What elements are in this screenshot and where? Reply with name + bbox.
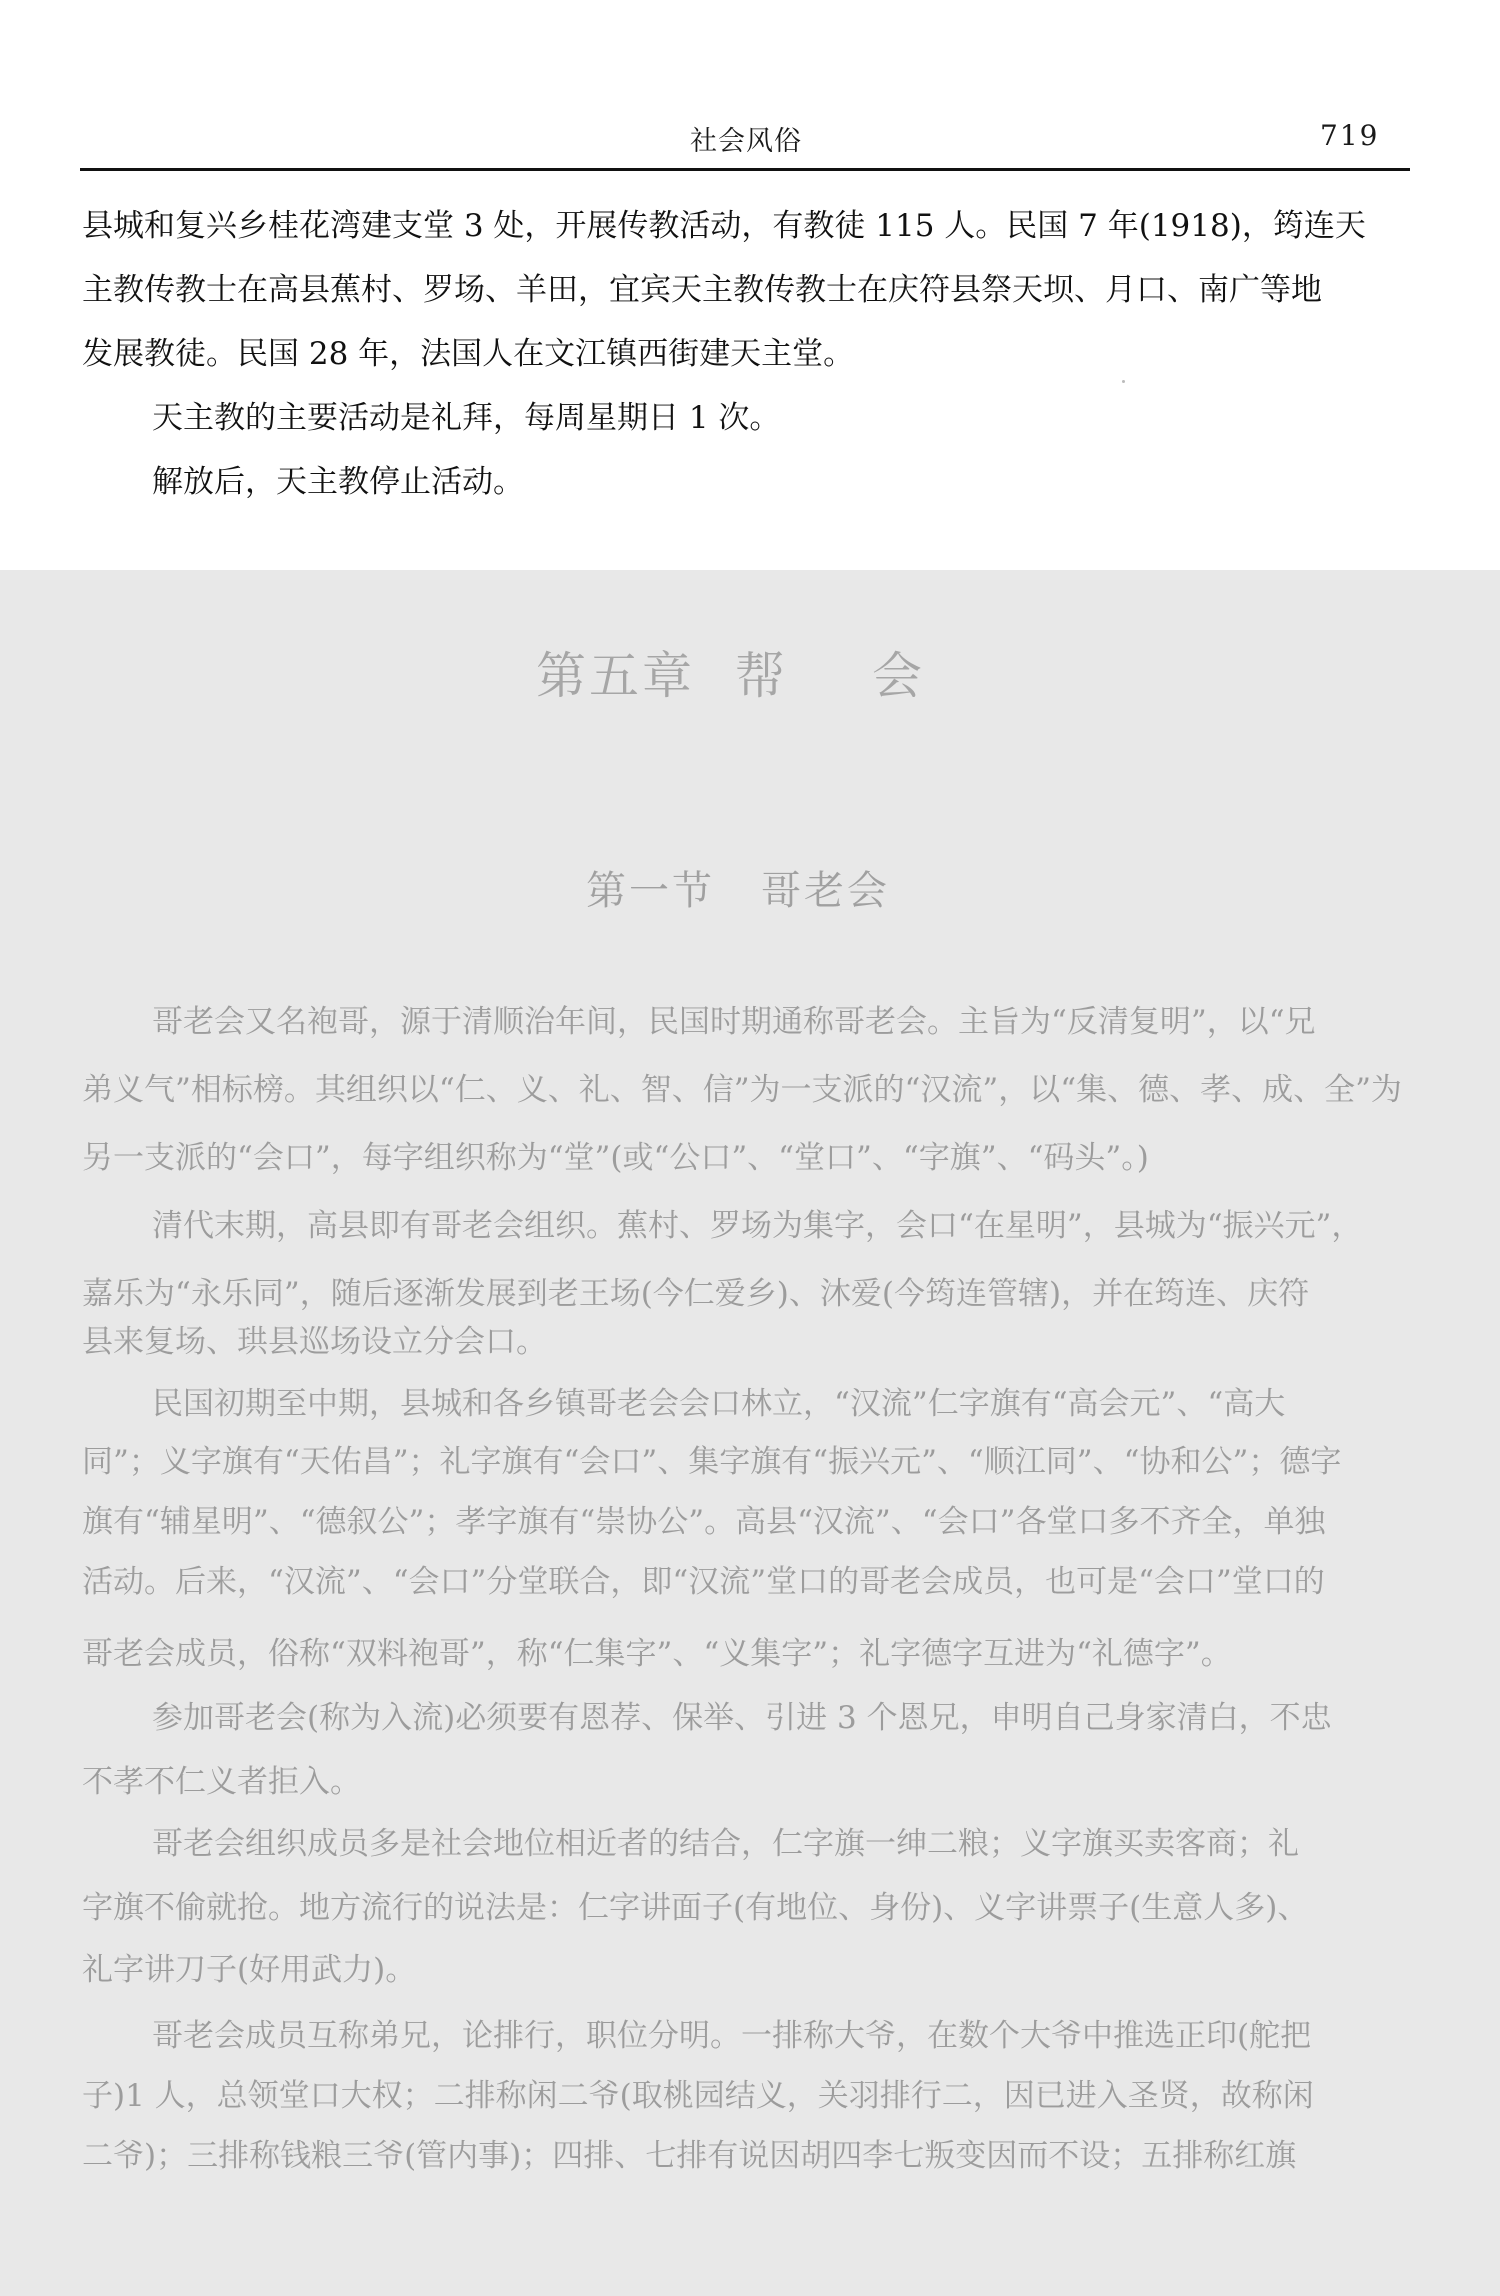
chapter-number: 第五章 <box>536 647 695 705</box>
text-line: 嘉乐为“永乐同”，随后逐渐发展到老王场(今仁爱乡)、沐爱(今筠连管辖)，并在筠连、庆符 <box>82 1276 1310 1312</box>
section-title <box>586 868 890 914</box>
text-line: 旗有“辅星明”、“德叙公”；孝字旗有“崇协公”。高县“汉流”、“会口”各堂口多不齐全，单独 <box>82 1504 1326 1540</box>
text-line: 清代末期，高县即有哥老会组织。蕉村、罗场为集字，会口“在星明”，县城为“振兴元”， <box>152 1208 1363 1244</box>
text-line: 解放后，天主教停止活动。 <box>152 464 524 500</box>
upper-page-area <box>0 0 1500 570</box>
text-line: 哥老会成员互称弟兄，论排行，职位分明。一排称大爷，在数个大爷中推选正印(舵把 <box>152 2018 1312 2054</box>
text-line: 主教传教士在高县蕉村、罗场、羊田，宜宾天主教传教士在庆符县祭天坝、月口、南广等地 <box>82 272 1322 308</box>
chapter-name-part: 会 <box>872 647 925 705</box>
scan-speck <box>1122 380 1125 383</box>
text-line: 字旗不偷就抢。地方流行的说法是：仁字讲面子(有地位、身份)、义字讲票子(生意人多)、 <box>82 1890 1309 1926</box>
section-name: 哥老会 <box>761 868 890 914</box>
text-line: 不孝不仁义者拒入。 <box>82 1764 361 1800</box>
page-number: 719 <box>1320 119 1380 152</box>
text-line: 县来复场、珙县巡场设立分会口。 <box>82 1324 547 1360</box>
chapter-name-part: 帮 <box>735 647 788 705</box>
text-line: 活动。后来，“汉流”、“会口”分堂联合，即“汉流”堂口的哥老会成员，也可是“会口”堂口的 <box>82 1564 1325 1600</box>
text-line: 同”；义字旗有“天佑昌”；礼字旗有“会口”、集字旗有“振兴元”、“顺江同”、“协和公”；德字 <box>82 1444 1342 1480</box>
running-header-title: 社会风俗 <box>690 126 802 157</box>
text-line: 发展教徒。民国 28 年，法国人在文江镇西街建天主堂。 <box>82 336 855 372</box>
text-line: 民国初期至中期，县城和各乡镇哥老会会口林立，“汉流”仁字旗有“高会元”、“高大 <box>152 1386 1286 1422</box>
text-line: 二爷)；三排称钱粮三爷(管内事)；四排、七排有说因胡四李七叛变因而不设；五排称红旗 <box>82 2138 1297 2174</box>
header-rule <box>80 168 1410 171</box>
text-line: 另一支派的“会口”，每字组织称为“堂”(或“公口”、“堂口”、“字旗”、“码头”。) <box>82 1140 1149 1176</box>
text-line: 礼字讲刀子(好用武力)。 <box>82 1952 417 1988</box>
text-line: 县城和复兴乡桂花湾建支堂 3 处，开展传教活动，有教徒 115 人。民国 7 年(1918)，筠连天 <box>82 208 1366 244</box>
chapter-title <box>536 648 925 704</box>
text-line: 天主教的主要活动是礼拜，每周星期日 1 次。 <box>152 400 781 436</box>
text-line: 哥老会又名袍哥，源于清顺治年间，民国时期通称哥老会。主旨为“反清复明”，以“兄 <box>152 1004 1316 1040</box>
text-line: 弟义气”相标榜。其组织以“仁、义、礼、智、信”为一支派的“汉流”，以“集、德、孝、成、全”为 <box>82 1072 1402 1108</box>
text-line: 哥老会成员，俗称“双料袍哥”，称“仁集字”、“义集字”；礼字德字互进为“礼德字”。 <box>82 1636 1232 1672</box>
section-number: 第一节 <box>586 868 715 914</box>
text-line: 哥老会组织成员多是社会地位相近者的结合，仁字旗一绅二粮；义字旗买卖客商；礼 <box>152 1826 1299 1862</box>
text-line: 子)1 人，总领堂口大权；二排称闲二爷(取桃园结义，关羽排行二，因已进入圣贤，故称闲 <box>82 2078 1314 2114</box>
text-line: 参加哥老会(称为入流)必须要有恩荐、保举、引进 3 个恩兄，申明自己身家清白，不忠 <box>152 1700 1332 1736</box>
